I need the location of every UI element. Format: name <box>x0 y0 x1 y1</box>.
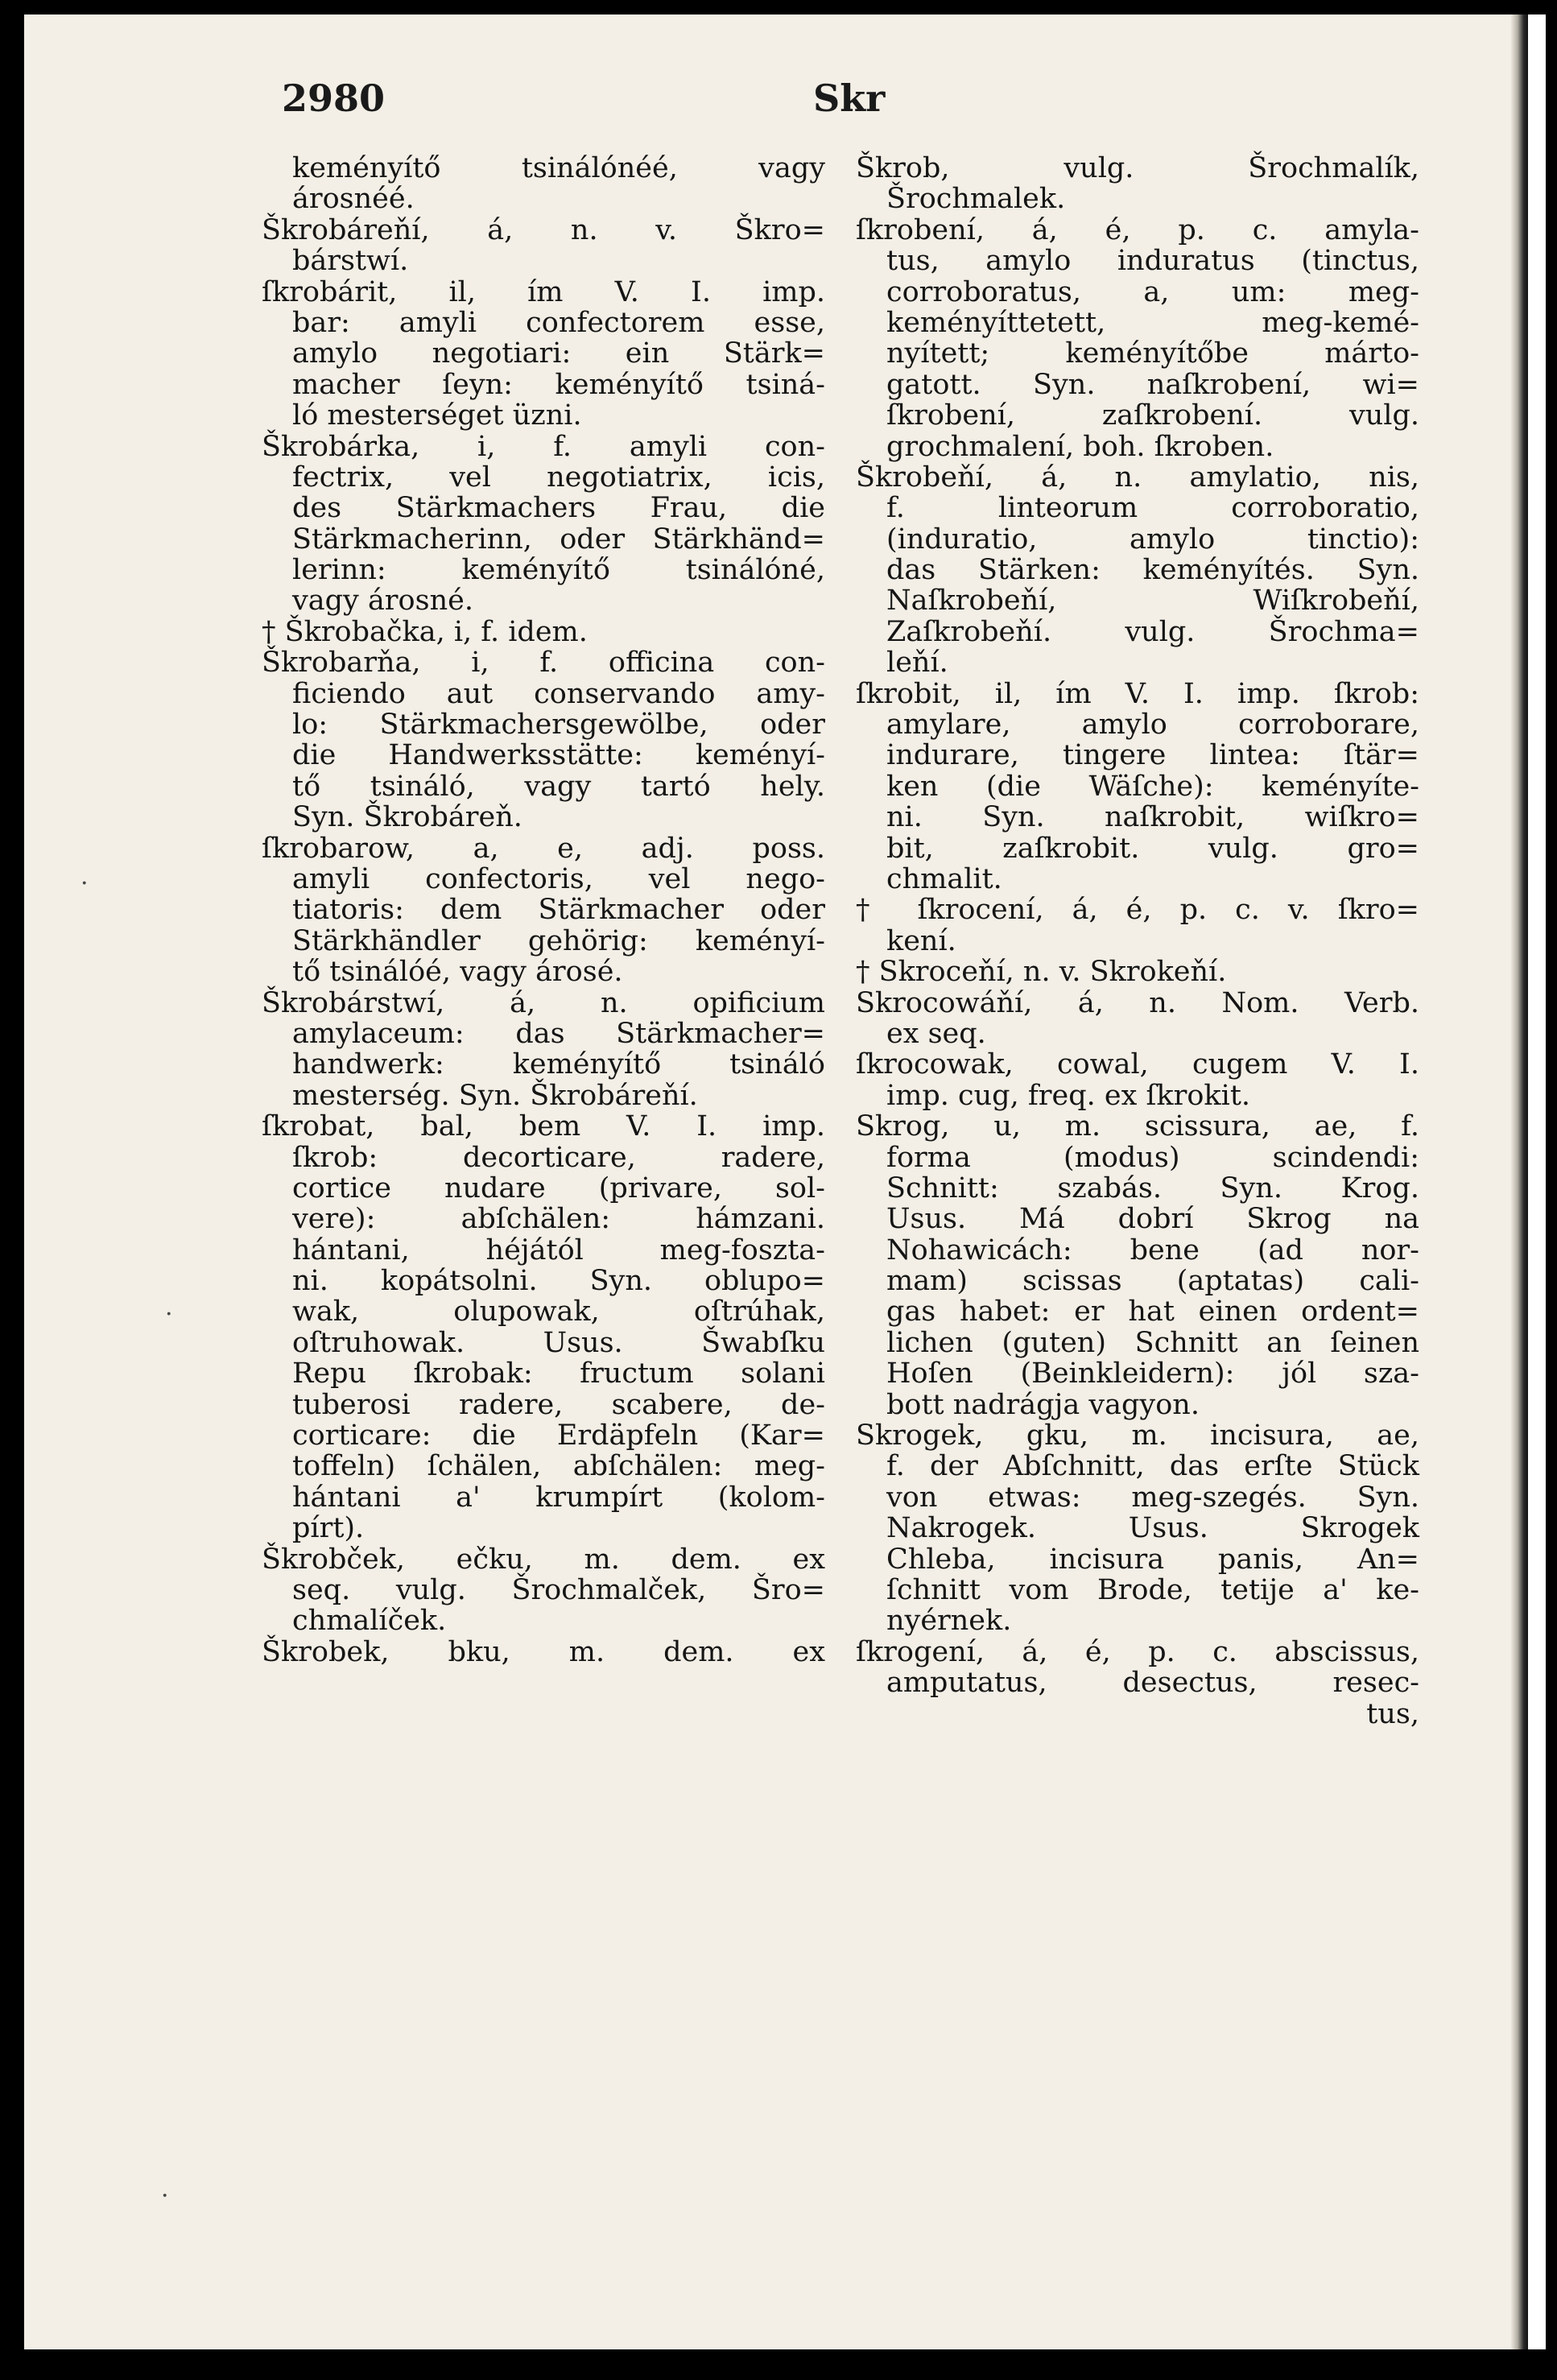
text-line: Usus. Má dobrí Skrog na <box>886 1203 1419 1236</box>
text-line: Stärkmacherinn, oder Stärkhänd= <box>292 523 825 556</box>
text-line: nyített; keményítőbe márto- <box>886 337 1419 370</box>
text-line: Škrobek, bku, m. dem. ex <box>262 1635 825 1668</box>
text-line: von etwas: meg-szegés. Syn. <box>886 1481 1419 1514</box>
text-line: Skrogek, gku, m. incisura, ae, <box>856 1419 1419 1452</box>
text-line: ni. Syn. naſkrobit, wiſkro= <box>886 801 1419 834</box>
text-line: ſkrobení, zaſkrobení. vulg. <box>886 399 1419 432</box>
margin-mark: · <box>161 2182 169 2210</box>
scan-border-bottom <box>0 2349 1557 2380</box>
text-line: † Skroceňí, n. v. Skrokeňí. <box>856 956 1227 989</box>
text-line: indurare, tingere lintea: ſtär= <box>886 739 1419 772</box>
text-line: keményítő tsinálónéé, vagy <box>292 152 825 184</box>
text-line: die Handwerksstätte: keményí- <box>292 739 825 772</box>
text-line: corticare: die Erdäpfeln (Kar= <box>292 1419 825 1452</box>
text-line: † ſkrocení, á, é, p. c. v. ſkro= <box>856 894 1419 927</box>
text-line: vere): abſchälen: hámzani. <box>292 1203 825 1236</box>
text-line: oſtruhowak. Usus. Šwabſku <box>292 1326 825 1359</box>
text-line: Repu ſkrobak: fructum solani <box>292 1357 825 1390</box>
text-line: Škrobeňí, á, n. amylatio, nis, <box>856 461 1419 494</box>
text-line: f. der Abſchnitt, das erſte Stück <box>886 1450 1419 1483</box>
text-line: pírt). <box>292 1512 365 1545</box>
text-line: amputatus, desectus, resec- <box>886 1667 1419 1700</box>
text-line: Naſkrobeňí, Wiſkrobeňí, <box>886 585 1419 618</box>
text-line: ſkrobit, il, ím V. I. imp. ſkrob: <box>856 677 1419 710</box>
text-line: bit, zaſkrobit. vulg. gro= <box>886 832 1419 865</box>
text-line: Škrob, vulg. Šrochmalík, <box>856 152 1419 184</box>
margin-mark: · <box>81 870 89 898</box>
text-line: tus, amylo induratus (tinctus, <box>886 245 1419 278</box>
text-line: ſkrobat, bal, bem V. I. imp. <box>262 1110 825 1143</box>
text-line: ſkrocowak, cowal, cugem V. I. <box>856 1048 1419 1081</box>
text-line: ſkrob: decorticare, radere, <box>292 1141 825 1174</box>
text-line: Stärkhändler gehörig: keményí- <box>292 924 825 957</box>
text-line: ſkrobarow, a, e, adj. poss. <box>262 832 825 865</box>
left-column <box>262 153 825 1667</box>
text-line: lichen (guten) Schnitt an ſeinen <box>886 1326 1419 1359</box>
scan-border-top <box>0 0 1557 14</box>
text-line: lo: Stärkmachersgewölbe, oder <box>292 709 825 742</box>
right-column <box>856 153 1419 1729</box>
text-line: gas habet: er hat einen ordent= <box>886 1295 1419 1328</box>
text-line: Syn. Škrobáreň. <box>292 801 522 834</box>
page-number: 2980 <box>282 76 386 120</box>
text-line: cortice nudare (privare, sol- <box>292 1171 825 1204</box>
text-line: tő tsinálóé, vagy árosé. <box>292 956 623 989</box>
text-line: Nakrogek. Usus. Skrogek <box>886 1512 1419 1545</box>
text-line: ſchnitt vom Brode, tetije a' ke- <box>886 1573 1419 1606</box>
text-line: ni. kopátsolni. Syn. oblupo= <box>292 1265 825 1298</box>
text-line: ſkrobení, á, é, p. c. amyla- <box>856 213 1419 246</box>
text-line: bott nadrágja vagyon. <box>886 1388 1200 1421</box>
text-line: fectrix, vel negotiatrix, icis, <box>292 461 825 494</box>
text-line: f. linteorum corroboratio, <box>886 492 1419 525</box>
text-line: Škrobarňa, i, f. officina con- <box>262 647 825 680</box>
text-line: Nohawicách: bene (ad nor- <box>886 1233 1419 1266</box>
text-line: Zaſkrobeňí. vulg. Šrochma= <box>886 615 1419 648</box>
text-line: hántani, héjától meg-foszta- <box>292 1233 825 1266</box>
text-line: imp. cug, freq. ex ſkrokit. <box>886 1079 1251 1112</box>
text-line: vagy árosné. <box>292 585 473 618</box>
text-line: ex seq. <box>886 1017 986 1050</box>
text-line: Škrobárstwí, á, n. opificium <box>262 986 825 1019</box>
text-line: chmalit. <box>886 862 1002 895</box>
text-line: Škrobáreňí, á, n. v. Škro= <box>262 213 825 246</box>
text-line: nyérnek. <box>886 1605 1012 1638</box>
text-line: des Stärkmachers Frau, die <box>292 492 825 525</box>
text-line: ſkrogení, á, é, p. c. abscissus, <box>856 1635 1419 1668</box>
text-line: tuberosi radere, scabere, de- <box>292 1388 825 1421</box>
text-line: Skrocowáňí, á, n. Nom. Verb. <box>856 986 1419 1019</box>
text-line: mam) scissas (aptatas) cali- <box>886 1265 1419 1298</box>
text-line: Chleba, incisura panis, An= <box>886 1543 1419 1576</box>
text-line: handwerk: keményítő tsináló <box>292 1048 825 1081</box>
text-line: grochmalení, boh. ſkroben. <box>886 430 1274 463</box>
text-line: bar: amyli confectorem esse, <box>292 306 825 339</box>
text-line: hántani a' krumpírt (kolom- <box>292 1481 825 1514</box>
text-line: wak, olupowak, oſtrúhak, <box>292 1295 825 1328</box>
text-line: leňí. <box>886 647 948 680</box>
text-line: tiatoris: dem Stärkmacher oder <box>292 894 825 927</box>
text-line: toffeln) ſchälen, abſchälen: meg- <box>292 1450 825 1483</box>
text-line: Šrochmalek. <box>886 183 1066 216</box>
text-line: Hoſen (Beinkleidern): jól sza- <box>886 1357 1419 1390</box>
text-line: amylare, amylo corroborare, <box>886 709 1419 742</box>
text-line: amylaceum: das Stärkmacher= <box>292 1017 825 1050</box>
text-line: kení. <box>886 924 956 957</box>
text-line: bárstwí. <box>292 245 409 278</box>
text-line: das Stärken: keményítés. Syn. <box>886 554 1419 587</box>
text-line: amyli confectoris, vel nego- <box>292 862 825 895</box>
running-head: Skr <box>813 76 886 120</box>
text-line: gatott. Syn. naſkrobení, wi= <box>886 368 1419 401</box>
page-spine-shadow <box>1510 14 1528 2349</box>
text-line: amylo negotiari: ein Stärk= <box>292 337 825 370</box>
text-line: corroboratus, a, um: meg- <box>886 275 1419 308</box>
text-line: Skrog, u, m. scissura, ae, f. <box>856 1110 1419 1143</box>
scan-border-right <box>1546 0 1557 2380</box>
text-line: macher ſeyn: keményítő tsiná- <box>292 368 825 401</box>
text-line: † Škrobačka, i, f. idem. <box>262 615 588 648</box>
text-line: ken (die Wäſche): keményíte- <box>886 770 1419 803</box>
text-line: mesterség. Syn. Škrobáreňí. <box>292 1079 698 1112</box>
text-line: tő tsináló, vagy tartó hely. <box>292 770 825 803</box>
text-line: tus, <box>1366 1697 1419 1730</box>
text-line: forma (modus) scindendi: <box>886 1141 1419 1174</box>
text-line: chmalíček. <box>292 1605 447 1638</box>
text-line: ló mesterséget üzni. <box>292 399 582 432</box>
text-line: Schnitt: szabás. Syn. Krog. <box>886 1171 1419 1204</box>
text-line: keményíttetett, meg-kemé- <box>886 306 1419 339</box>
scan-border-left <box>0 0 24 2380</box>
text-line: Škrobárka, i, f. amyli con- <box>262 430 825 463</box>
text-line: ficiendo aut conservando amy- <box>292 677 825 710</box>
text-line: (induratio, amylo tinctio): <box>886 523 1419 556</box>
text-line: lerinn: keményítő tsinálóné, <box>292 554 825 587</box>
text-line: ſkrobárit, il, ím V. I. imp. <box>262 275 825 308</box>
text-line: seq. vulg. Šrochmalček, Šro= <box>292 1573 825 1606</box>
margin-mark: · <box>165 1300 173 1328</box>
text-line: Škrobček, ečku, m. dem. ex <box>262 1543 825 1576</box>
text-line: árosnéé. <box>292 183 415 216</box>
